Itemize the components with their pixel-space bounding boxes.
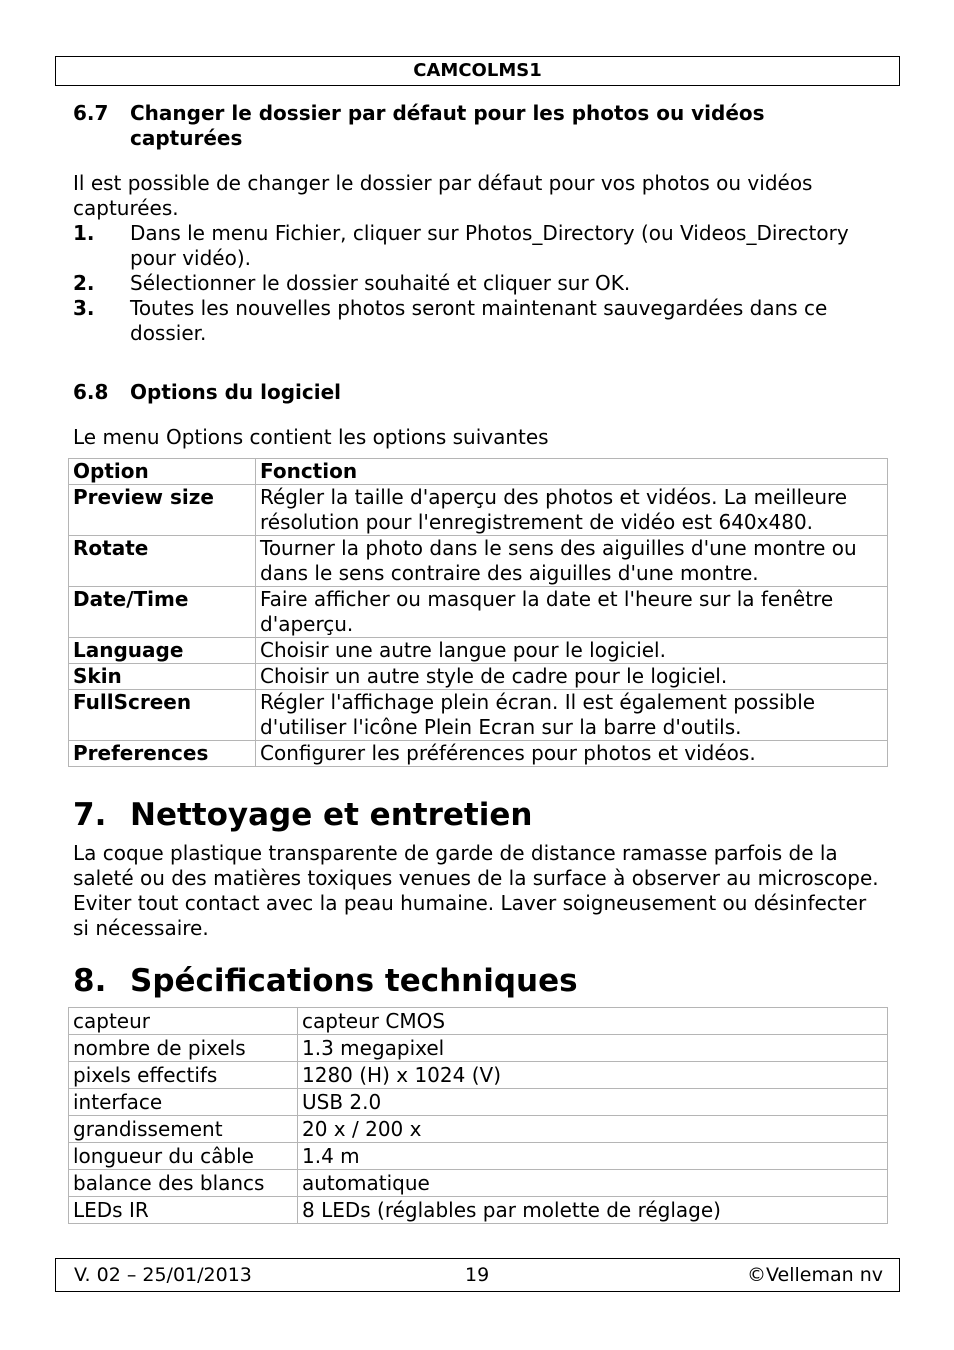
- table-row: [69, 1143, 888, 1170]
- table-row: [69, 1089, 888, 1116]
- table-header-row: [69, 459, 888, 485]
- section-6-7-intro: Il est possible de changer le dossier par défaut pour vos photos ou vidéos capturées.: [73, 171, 813, 220]
- table-row: [69, 1197, 888, 1224]
- spec-name: nombre de pixels: [69, 1035, 298, 1062]
- option-function: Faire afficher ou masquer la date et l'heure sur la fenêtre d'aperçu.: [256, 587, 888, 638]
- spec-value: 1.4 m: [298, 1143, 888, 1170]
- step-text: Dans le menu Fichier, cliquer sur Photos_Directory (ou Videos_Directory pour vidéo).: [130, 221, 849, 270]
- spec-name: LEDs IR: [69, 1197, 298, 1224]
- section-title: Changer le dossier par défaut pour les photos ou vidéos capturées: [130, 101, 765, 150]
- spec-name: longueur du câble: [69, 1143, 298, 1170]
- step-number: 2.: [73, 271, 95, 295]
- option-function: Tourner la photo dans le sens des aiguilles d'une montre ou dans le sens contraire des aiguilles d'une montre.: [256, 536, 888, 587]
- step-number: 1.: [73, 221, 95, 245]
- table-row: [69, 1170, 888, 1197]
- table-row: [69, 485, 888, 536]
- list-item: [73, 271, 888, 296]
- list-item: [73, 221, 888, 271]
- footer-page-number: 19: [465, 1264, 490, 1286]
- column-header: Option: [69, 459, 256, 485]
- option-function: Configurer les préférences pour photos et vidéos.: [256, 741, 888, 767]
- footer-version: V. 02 – 25/01/2013: [74, 1264, 252, 1286]
- option-function: Choisir un autre style de cadre pour le logiciel.: [256, 664, 888, 690]
- option-name: Preview size: [69, 485, 256, 536]
- table-row: [69, 1062, 888, 1089]
- option-name: Language: [69, 638, 256, 664]
- section-number: 6.7: [73, 101, 109, 125]
- footer-copyright: ©Velleman nv: [747, 1264, 883, 1286]
- spec-value: 1280 (H) x 1024 (V): [298, 1062, 888, 1089]
- option-function: Régler l'affichage plein écran. Il est également possible d'utiliser l'icône Plein Ecran sur la barre d'outils.: [256, 690, 888, 741]
- spec-value: automatique: [298, 1170, 888, 1197]
- section-6-7-heading: [73, 101, 888, 151]
- section-number: 8.: [73, 963, 107, 999]
- table-row: [69, 741, 888, 767]
- page-footer: [55, 1258, 900, 1292]
- column-header: Fonction: [256, 459, 888, 485]
- option-name: Rotate: [69, 536, 256, 587]
- section-title: Spécifications techniques: [130, 963, 578, 999]
- section-title: Options du logiciel: [130, 380, 341, 404]
- spec-value: 20 x / 200 x: [298, 1116, 888, 1143]
- option-name: Skin: [69, 664, 256, 690]
- table-row: [69, 690, 888, 741]
- option-function: Régler la taille d'aperçu des photos et vidéos. La meilleure résolution pour l'enregistrement de vidéo est 640x480.: [256, 485, 888, 536]
- section-number: 6.8: [73, 380, 109, 404]
- option-name: FullScreen: [69, 690, 256, 741]
- spec-name: grandissement: [69, 1116, 298, 1143]
- spec-name: pixels effectifs: [69, 1062, 298, 1089]
- section-6-8-intro: Le menu Options contient les options suivantes: [73, 425, 549, 449]
- spec-name: capteur: [69, 1008, 298, 1035]
- spec-value: USB 2.0: [298, 1089, 888, 1116]
- option-name: Preferences: [69, 741, 256, 767]
- table-row: [69, 664, 888, 690]
- section-7-heading: [73, 796, 888, 834]
- section-number: 7.: [73, 797, 107, 833]
- spec-name: interface: [69, 1089, 298, 1116]
- section-title: Nettoyage et entretien: [130, 797, 533, 833]
- table-row: [69, 1008, 888, 1035]
- step-text: Sélectionner le dossier souhaité et cliquer sur OK.: [130, 271, 631, 295]
- specifications-table: [68, 1007, 888, 1224]
- step-number: 3.: [73, 296, 95, 320]
- section-8-heading: [73, 962, 888, 1000]
- spec-value: 8 LEDs (réglables par molette de réglage): [298, 1197, 888, 1224]
- spec-value: capteur CMOS: [298, 1008, 888, 1035]
- options-table: [68, 458, 888, 767]
- table-row: [69, 638, 888, 664]
- option-function: Choisir une autre langue pour le logiciel.: [256, 638, 888, 664]
- section-6-8-heading: [73, 380, 888, 405]
- section-7-text: La coque plastique transparente de garde de distance ramasse parfois de la saleté ou des matières toxiques venues de la surface à observer au microscope. Eviter tout contact avec la peau humaine. Laver soigneusement ou désinfecter si nécessaire.: [73, 841, 879, 940]
- table-row: [69, 1035, 888, 1062]
- spec-value: 1.3 megapixel: [298, 1035, 888, 1062]
- header-title: CAMCOLMS1: [413, 60, 542, 81]
- table-row: [69, 536, 888, 587]
- steps-list: [73, 221, 888, 346]
- list-item: [73, 296, 888, 346]
- option-name: Date/Time: [69, 587, 256, 638]
- page-header: [55, 56, 900, 86]
- table-row: [69, 1116, 888, 1143]
- spec-name: balance des blancs: [69, 1170, 298, 1197]
- step-text: Toutes les nouvelles photos seront maintenant sauvegardées dans ce dossier.: [130, 296, 828, 345]
- table-row: [69, 587, 888, 638]
